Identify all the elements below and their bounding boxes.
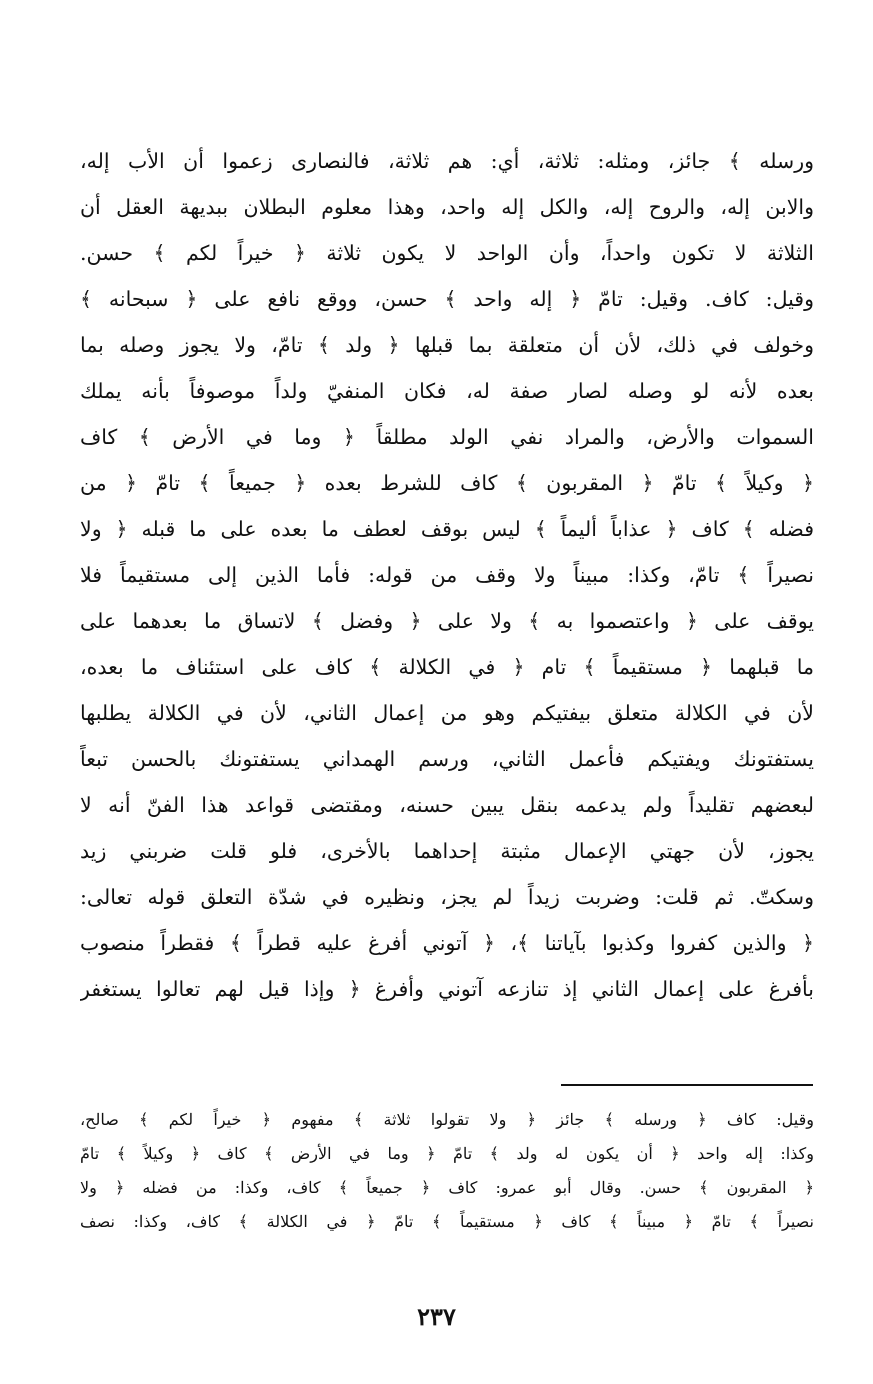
text-line: نصيراً ﴾ تامّ، وكذا: مبيناً ولا وقف من قوله: فأما الذين إلى مستقيماً فلا xyxy=(80,563,814,587)
text-line: بأفرغ على إعمال الثاني إذ تنازعه آتوني وأفرغ ﴿ وإذا قيل لهم تعالوا يستغفر xyxy=(80,977,814,1001)
text-line: وقيل: كاف. وقيل: تامّ ﴿ إله واحد ﴾ حسن، ووقع نافع على ﴿ سبحانه ﴾ xyxy=(80,287,814,311)
text-line: ﴿ وكيلاً ﴾ تامّ ﴿ المقربون ﴾ كاف للشرط بعده ﴿ جميعاً ﴾ تامّ ﴿ من xyxy=(80,471,814,495)
text-line: وسكتّ. ثم قلت: وضربت زيداً لم يجز، ونظيره في شدّة التعلق قوله تعالى: xyxy=(80,885,814,909)
text-line: وخولف في ذلك، لأن أن متعلقة بما قبلها ﴿ ولد ﴾ تامّ، ولا يجوز وصله بما xyxy=(80,333,814,357)
text-line: والابن إله، والروح إله، والكل إله واحد، وهذا معلوم البطلان ببديهة العقل أن xyxy=(80,195,814,219)
text-line: ورسله ﴾ جائز، ومثله: ثلاثة، أي: هم ثلاثة، فالنصارى زعموا أن الأب إله، xyxy=(80,149,814,173)
text-line: ما قبلهما ﴿ مستقيماً ﴾ تام ﴿ في الكلالة ﴾ كاف على استئناف ما بعده، xyxy=(80,655,814,679)
footnotes xyxy=(80,1103,814,1239)
footnote-divider xyxy=(561,1084,813,1086)
footnote-line: وقيل: كاف ﴿ ورسله ﴾ جائز ﴿ ولا تقولوا ثلاثة ﴾ مفهوم ﴿ خيراً لكم ﴾ صالح، xyxy=(80,1110,814,1129)
text-line: يجوز، لأن جهتي الإعمال مثبتة إحداهما بالأخرى، فلو قلت ضربني زيد xyxy=(80,839,814,863)
text-line: بعده لأنه لو وصله لصار صفة له، فكان المنفيّ ولداً موصوفاً بأنه يملك xyxy=(80,379,814,403)
main-text xyxy=(80,138,814,1012)
text-line: يوقف على ﴿ واعتصموا به ﴾ ولا على ﴿ وفضل ﴾ لاتساق ما بعدهما على xyxy=(80,609,814,633)
footnote-line: وكذا: إله واحد ﴿ أن يكون له ولد ﴾ تامّ ﴿ وما في الأرض ﴾ كاف ﴿ وكيلاً ﴾ تامّ xyxy=(80,1144,814,1163)
text-line: فضله ﴾ كاف ﴿ عذاباً أليماً ﴾ ليس بوقف لعطف ما بعده على ما قبله ﴿ ولا xyxy=(80,517,814,541)
text-line: السموات والأرض، والمراد نفي الولد مطلقاً ﴿ وما في الأرض ﴾ كاف xyxy=(80,425,814,449)
text-line: لبعضهم تقليداً ولم يدعمه بنقل يبين حسنه، ومقتضى قواعد هذا الفنّ أنه لا xyxy=(80,793,814,817)
text-line: الثلاثة لا تكون واحداً، وأن الواحد لا يكون ثلاثة ﴿ خيراً لكم ﴾ حسن. xyxy=(80,241,814,265)
page-number: ٢٣٧ xyxy=(417,1302,456,1331)
footnote-line: نصيراً ﴾ تامّ ﴿ مبيناً ﴾ كاف ﴿ مستقيماً ﴾ تامّ ﴿ في الكلالة ﴾ كاف، وكذا: نصف xyxy=(80,1212,814,1231)
text-line: لأن في الكلالة متعلق بيفتيكم وهو من إعمال الثاني، لأن في الكلالة يطلبها xyxy=(80,701,814,725)
text-line: ﴿ والذين كفروا وكذبوا بآياتنا ﴾، ﴿ آتوني أفرغ عليه قطراً ﴾ فقطراً منصوب xyxy=(80,931,814,955)
text-line: يستفتونك ويفتيكم فأعمل الثاني، ورسم الهمداني يستفتونك بالحسن تبعاً xyxy=(80,747,814,771)
footnote-line: ﴿ المقربون ﴾ حسن. وقال أبو عمرو: كاف ﴿ جميعاً ﴾ كاف، وكذا: من فضله ﴿ ولا xyxy=(80,1178,814,1197)
